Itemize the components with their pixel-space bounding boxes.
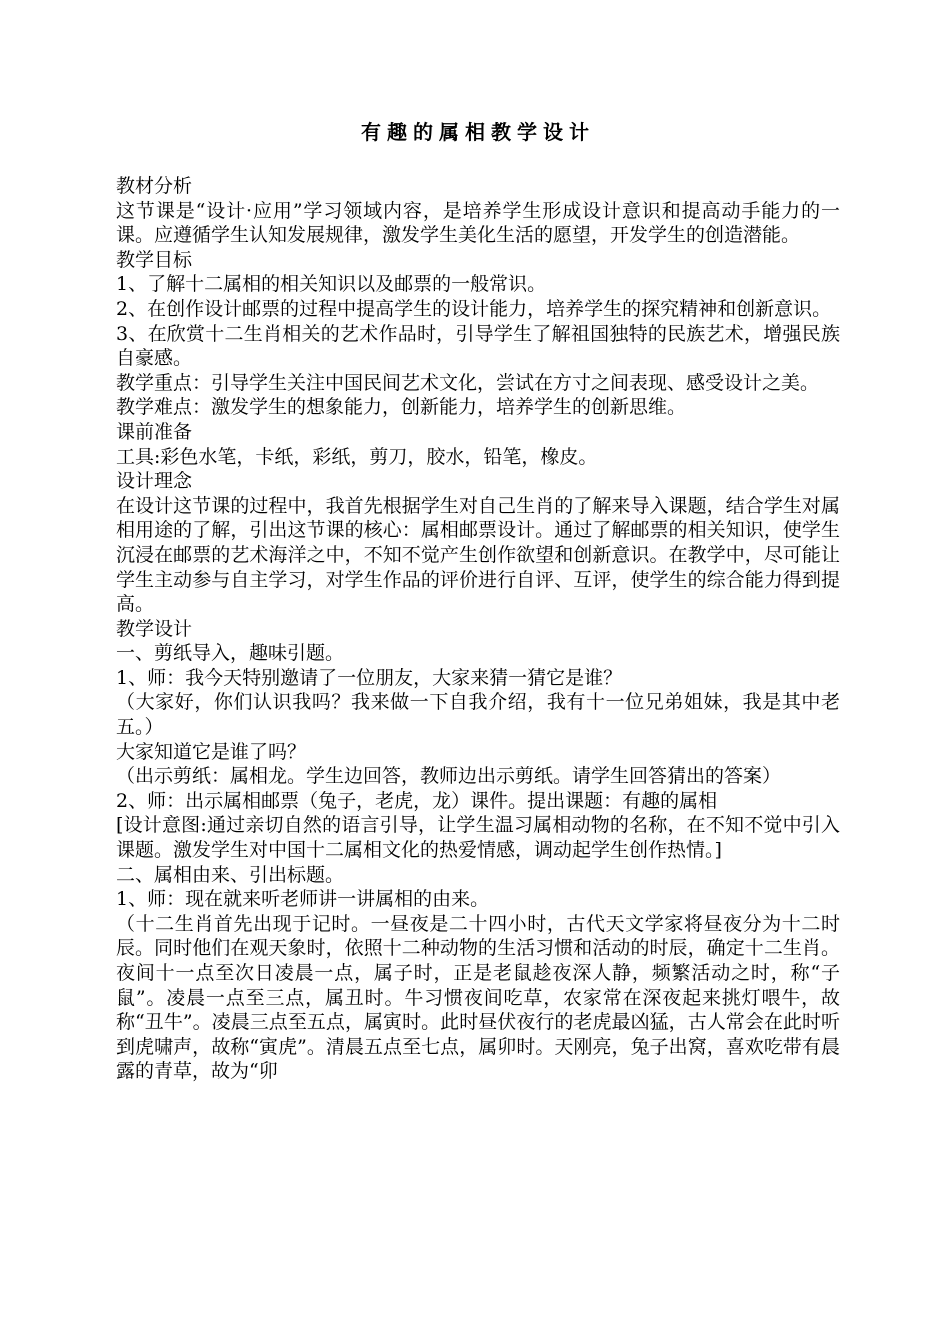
heading-design-concept: 设计理念 bbox=[116, 470, 193, 493]
document-title: 有趣的属相教学设计 bbox=[361, 120, 595, 144]
heading-teaching-design: 教学设计 bbox=[116, 617, 193, 640]
section-2-heading: 二、属相由来、引出标题。 bbox=[116, 863, 345, 886]
goal-item-2: 2、在创作设计邮票的过程中提高学生的设计能力，培养学生的探究精神和创新意识。 bbox=[116, 297, 832, 320]
paragraph-textbook-analysis: 这节课是“设计·应用”学习领域内容，是培养学生形成设计意识和提高动手能力的一课。应遵循学生认知发展规律，激发学生美化生活的愿望，开发学生的创造潜能。 bbox=[116, 199, 840, 247]
section-1-riddle: （大家好，你们认识我吗？我来做一下自我介绍，我有十一位兄弟姐妹，我是其中老五。） bbox=[116, 691, 840, 739]
heading-preparation: 课前准备 bbox=[116, 420, 193, 443]
section-1-step-2: 2、师：出示属相邮票（兔子，老虎，龙）课件。提出课题：有趣的属相 bbox=[116, 789, 718, 812]
tools-list: 工具:彩色水笔，卡纸，彩纸，剪刀，胶水，铅笔，橡皮。 bbox=[116, 445, 598, 468]
section-1-design-intent: [设计意图:通过亲切自然的语言引导，让学生温习属相动物的名称，在不知不觉中引入课题。激发学生对中国十二属相文化的热爱情感，调动起学生创作热情。] bbox=[116, 814, 840, 862]
heading-textbook-analysis: 教材分析 bbox=[116, 175, 193, 197]
goal-item-1: 1、了解十二属相的相关知识以及邮票的一般常识。 bbox=[116, 273, 547, 296]
section-1-heading: 一、剪纸导入，趣味引题。 bbox=[116, 642, 345, 665]
section-2-zodiac-origin: （十二生肖首先出现于记时。一昼夜是二十四小时，古代天文学家将昼夜分为十二时辰。同时他们在观天象时，依照十二种动物的生活习惯和活动的时辰，确定十二生肖。夜间十一点至次日凌晨一点，属子时，正是老鼠趁夜深人静，频繁活动之时，称“子鼠”。凌晨一点至三点，属丑时。牛习惯夜间吃草，农家常在深夜起来挑灯喂牛，故称“丑牛”。凌晨三点至五点，属寅时。此时昼伏夜行的老虎最凶猛，古人常会在此时听到虎啸声，故称“寅虎”。清晨五点至七点，属卯时。天刚亮，兔子出窝，喜欢吃带有晨露的青草，故为“卯 bbox=[116, 912, 840, 1083]
section-1-question: 大家知道它是谁了吗？ bbox=[116, 740, 307, 763]
section-1-papercut: （出示剪纸：属相龙。学生边回答，教师边出示剪纸。请学生回答猜出的答案） bbox=[116, 765, 782, 788]
goal-item-3: 3、在欣赏十二生肖相关的艺术作品时，引导学生了解祖国独特的民族艺术，增强民族自豪感。 bbox=[116, 322, 840, 370]
paragraph-design-concept: 在设计这节课的过程中，我首先根据学生对自己生肖的了解来导入课题，结合学生对属相用途的了解，引出这节课的核心：属相邮票设计。通过了解邮票的相关知识，使学生沉浸在邮票的艺术海洋之中，不知不觉产生创作欲望和创新意识。在教学中，尽可能让学生主动参与自主学习，对学生作品的评价进行自评、互评，使学生的综合能力得到提高。 bbox=[116, 494, 840, 616]
teaching-key-point: 教学重点：引导学生关注中国民间艺术文化，尝试在方寸之间表现、感受设计之美。 bbox=[116, 371, 820, 394]
document-page bbox=[116, 118, 840, 1084]
section-2-step-1: 1、师：现在就来听老师讲一讲属相的由来。 bbox=[116, 888, 490, 911]
section-1-step-1: 1、师：我今天特别邀请了一位朋友，大家来猜一猜它是谁？ bbox=[116, 666, 623, 689]
heading-teaching-goals: 教学目标 bbox=[116, 248, 193, 271]
teaching-difficulty: 教学难点：激发学生的想象能力，创新能力，培养学生的创新思维。 bbox=[116, 396, 687, 419]
